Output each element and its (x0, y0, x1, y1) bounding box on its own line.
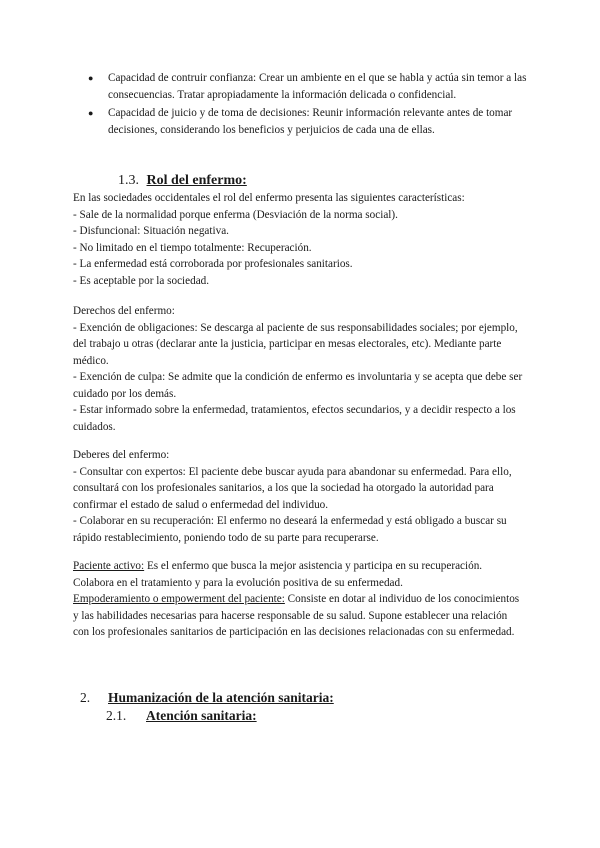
section-heading-humanizacion (80, 689, 334, 707)
list-item: - No limitado en el tiempo totalmente: Recuperación. (73, 241, 312, 254)
paragraph: Paciente activo: Es el enfermo que busca la mejor asistencia y participa en su recuperación. Colabora en el tratamiento y para la evolución positiva de su enfermedad. (73, 560, 483, 589)
list-item: - Estar informado sobre la enfermedad, tratamientos, efectos secundarios, y a decidir respecto a los cuidados. (73, 404, 516, 433)
list-item: ● Capacidad de juicio y de toma de decisiones: Reunir información relevante antes de tomar decisiones, considerando los beneficios y perjuicios de cada una de ellas. (88, 107, 513, 136)
skills-bullet-list (88, 70, 528, 140)
list-item: - Sale de la normalidad porque enferma (Desviación de la norma social). (73, 208, 398, 221)
section-number: 1.3. (118, 173, 139, 188)
rol-enfermo-block (73, 190, 523, 289)
list-item: ● Capacidad de contruir confianza: Crear un ambiente en el que se habla y actúa sin temor a las consecuencias. Tratar apropiadamente la información delicada o confidencial. (88, 72, 527, 101)
list-item: - Disfuncional: Situación negativa. (73, 225, 229, 237)
list-item: - Exención de culpa: Se admite que la condición de enfermo es involuntaria y se acepta que debe ser cuidado por los demás. (73, 371, 523, 400)
section-heading-atencion (106, 707, 257, 725)
bullet-icon: ● (88, 73, 94, 83)
patient-concepts-block (73, 558, 523, 641)
term: Paciente activo: (73, 560, 145, 572)
section-title: Rol del enfermo: (146, 173, 247, 188)
bullet-icon: ● (88, 108, 94, 118)
term: Empoderamiento o empowerment del paciente: (73, 593, 285, 605)
duties-block (73, 447, 523, 546)
rights-block (73, 303, 523, 435)
section-number: 2. (80, 690, 91, 705)
list-item: - Exención de obligaciones: Se descarga al paciente de sus responsabilidades sociales; por ejemplo, del trabajo u otras (declarar ante la justicia, participar en mesas electorales, etc). Mediante parte médico. (73, 321, 518, 367)
section-heading-rol-enfermo (118, 172, 247, 190)
list-item: - Consultar con expertos: El paciente debe buscar ayuda para abandonar su enfermedad. Para ello, consultará con los profesionales sanitarios, a los que la sociedad ha otorgado la autoridad para confirmar el estado de salud o enfermedad del individuo. (73, 465, 512, 511)
paragraph: Empoderamiento o empowerment del paciente: Consiste en dotar al individuo de los conocimientos y las habilidades necesarias para hacerse responsable de su salud. Supone establecer una relación con los profesionales sanitarios de participación en las decisiones relacionadas con su enfermedad. (73, 593, 520, 638)
section-title: Humanización de la atención sanitaria: (108, 690, 334, 705)
subheading: Derechos del enfermo: (73, 305, 175, 317)
subheading: Deberes del enfermo: (73, 449, 170, 461)
list-item: - Colaborar en su recuperación: El enfermo no deseará la enfermedad y está obligado a buscar su rápido restablecimiento, poniendo todo de su parte para recuperarse. (73, 515, 507, 544)
section-title: Atención sanitaria: (146, 708, 257, 723)
paragraph: En las sociedades occidentales el rol del enfermo presenta las siguientes características: (73, 192, 465, 204)
list-item: - La enfermedad está corroborada por profesionales sanitarios. (73, 258, 353, 270)
section-number: 2.1. (106, 708, 127, 723)
list-item: - Es aceptable por la sociedad. (73, 274, 210, 287)
